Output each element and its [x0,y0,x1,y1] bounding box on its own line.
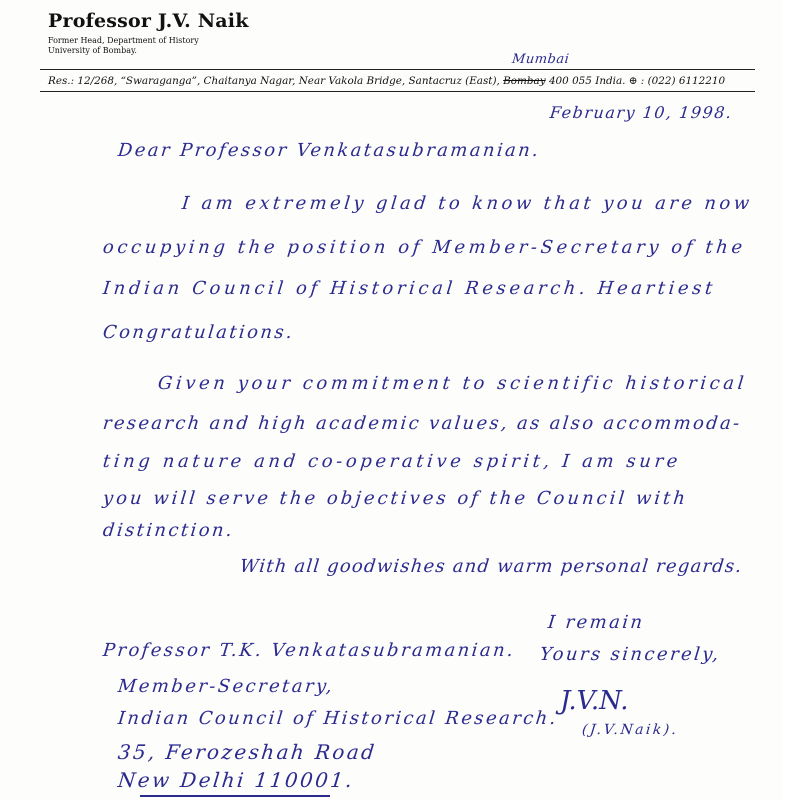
letterhead-rule-top [40,69,755,70]
struck-city: Bombay [503,75,546,87]
letter-date: February 10, 1998. [549,103,734,122]
page-margin [782,0,800,800]
para2-line: Given your commitment to scientific historical [156,373,749,394]
addressee-line: New Delhi 110001. [116,768,356,792]
letterhead-title-line-1: Former Head, Department of History [48,36,199,45]
para1-line: occupying the position of Member-Secretary of the [101,237,747,258]
para1-line: I am extremely glad to know that you are now [180,193,754,214]
letterhead-rule-bottom [40,91,755,92]
closing-wish: With all goodwishes and warm personal regards. [238,556,744,577]
addressee-underline [140,795,330,797]
letterhead-name: Professor J.V. Naik [48,10,249,32]
closing-yours-sincerely: Yours sincerely, [538,644,722,665]
signature-name: (J.V.Naik). [581,722,680,738]
signature-mark: J.V.N. [560,686,629,716]
addressee-line: Professor T.K. Venkatasubramanian. [101,640,517,661]
para2-line: you will serve the objectives of the Council with [101,488,690,509]
handwritten-city-correction: Mumbai [511,52,571,67]
para2-line: ting nature and co-operative spirit, I am sure [101,451,683,472]
letterhead-title-line-2: University of Bombay. [48,46,137,55]
closing-remain: I remain [546,612,646,633]
addressee-line: 35, Ferozeshah Road [116,740,378,764]
addressee-line: Member-Secretary, [116,676,336,697]
letterhead-residence-line [48,75,725,87]
para1-line: Indian Council of Historical Research. Heartiest [101,278,718,299]
para1-line: Congratulations. [101,322,296,343]
residence-postal-phone: 400 055 India. ⊕ : (022) 6112210 [548,75,726,87]
residence-address: Res.: 12/268, “Swaraganga”, Chaitanya Nagar, Near Vakola Bridge, Santacruz (East), [48,75,500,87]
para2-line: research and high academic values, as also accommoda- [101,413,743,434]
salutation: Dear Professor Venkatasubramanian. [116,140,542,161]
para2-line: distinction. [101,520,236,541]
addressee-line: Indian Council of Historical Research. [116,708,559,729]
